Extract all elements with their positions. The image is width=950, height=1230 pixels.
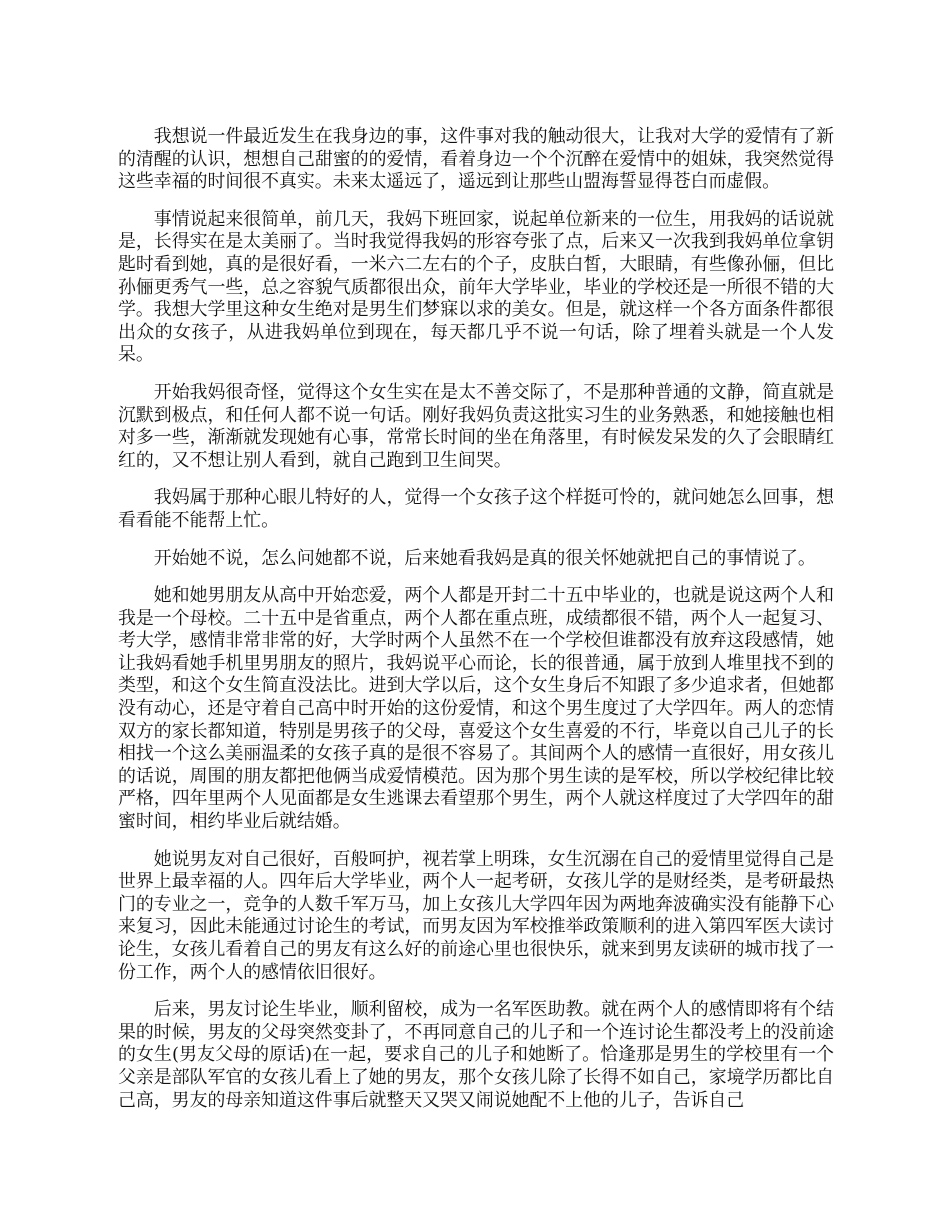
paragraph-1: 我想说一件最近发生在我身边的事，这件事对我的触动很大，让我对大学的爱情有了新的清醒的认识，想想自己甜蜜的的爱情，看着身边一个个沉醉在爱情中的姐妹，我突然觉得这些幸福的时间很不真实。未来太遥远了，遥远到让那些山盟海誓显得苍白而虚假。 (118, 126, 834, 193)
paragraph-8: 后来，男友讨论生毕业，顺利留校，成为一名军医助教。就在两个人的感情即将有个结果的时候，男友的父母突然变卦了，不再同意自己的儿子和一个连讨论生都没考上的没前途的女生(男友父母的原话)在一起，要求自己的儿子和她断了。恰逢那是男生的学校里有一个父亲是部队军官的女孩儿看上了她的男友，那个女孩儿除了长得不如自己，家境学历都比自己高，男友的母亲知道这件事后就整天又哭又闹说她配不上他的儿子，告诉自己 (118, 999, 834, 1111)
paragraph-4: 我妈属于那种心眼儿特好的人，觉得一个女孩子这个样挺可怜的，就问她怎么回事，想看看能不能帮上忙。 (118, 487, 834, 531)
paragraph-3: 开始我妈很奇怪，觉得这个女生实在是太不善交际了，不是那种普通的文静，简直就是沉默到极点，和任何人都不说一句话。刚好我妈负责这批实习生的业务熟悉，和她接触也相对多一些，渐渐就发现她有心事，常常长时间的坐在角落里，有时候发呆发的久了会眼睛红红的，又不想让别人看到，就自己跑到卫生间哭。 (118, 381, 834, 471)
paragraph-7: 她说男友对自己很好，百般呵护，视若掌上明珠，女生沉溺在自己的爱情里觉得自己是世界上最幸福的人。四年后大学毕业，两个人一起考研，女孩儿学的是财经类，是考研最热门的专业之一，竞争的人数千军万马，加上女孩儿大学四年因为两地奔波确实没有能静下心来复习，因此未能通过讨论生的考试，而男友因为军校推举政策顺利的进入第四军医大读讨论生，女孩儿看着自己的男友有这么好的前途心里也很快乐，就来到男友读研的城市找了一份工作，两个人的感情依旧很好。 (118, 848, 834, 983)
paragraph-2: 事情说起来很简单，前几天，我妈下班回家，说起单位新来的一位生，用我妈的话说就是，长得实在是太美丽了。当时我觉得我妈的形容夸张了点，后来又一次我到我妈单位拿钥匙时看到她，真的是很好看，一米六二左右的个子，皮肤白皙，大眼睛，有些像孙俪，但比孙俪更秀气一些，总之容貌气质都很出众，前年大学毕业，毕业的学校还是一所很不错的大学。我想大学里这种女生绝对是男生们梦寐以求的美女。但是，就这样一个各方面条件都很出众的女孩子，从进我妈单位到现在，每天都几乎不说一句话，除了埋着头就是一个人发呆。 (118, 208, 834, 366)
paragraph-5: 开始她不说，怎么问她都不说，后来她看我妈是真的很关怀她就把自己的事情说了。 (153, 547, 816, 569)
paragraph-6: 她和她男朋友从高中开始恋爱，两个人都是开封二十五中毕业的，也就是说这两个人和我是一个母校。二十五中是省重点，两个人都在重点班，成绩都很不错，两个人一起复习、考大学，感情非常非常的好，大学时两个人虽然不在一个学校但谁都没有放弃这段感情，她让我妈看她手机里男朋友的照片，我妈说平心而论，长的很普通，属于放到人堆里找不到的类型，和这个女生简直没法比。进到大学以后，这个女生身后不知跟了多少追求者，但她都没有动心，还是守着自己高中时开始的这份爱情，和这个男生度过了大学四年。两人的恋情双方的家长都知道，特别是男孩子的父母，喜爱这个女生喜爱的不行，毕竟以自己儿子的长相找一个这么美丽温柔的女孩子真的是很不容易了。其间两个人的感情一直很好，用女孩儿的话说，周围的朋友都把他俩当成爱情模范。因为那个男生读的是军校，所以学校纪律比较严格，四年里两个人见面都是女生逃课去看望那个男生，两个人就这样度过了大学四年的甜蜜时间，相约毕业后就结婚。 (118, 585, 834, 833)
article-body (118, 126, 834, 1127)
